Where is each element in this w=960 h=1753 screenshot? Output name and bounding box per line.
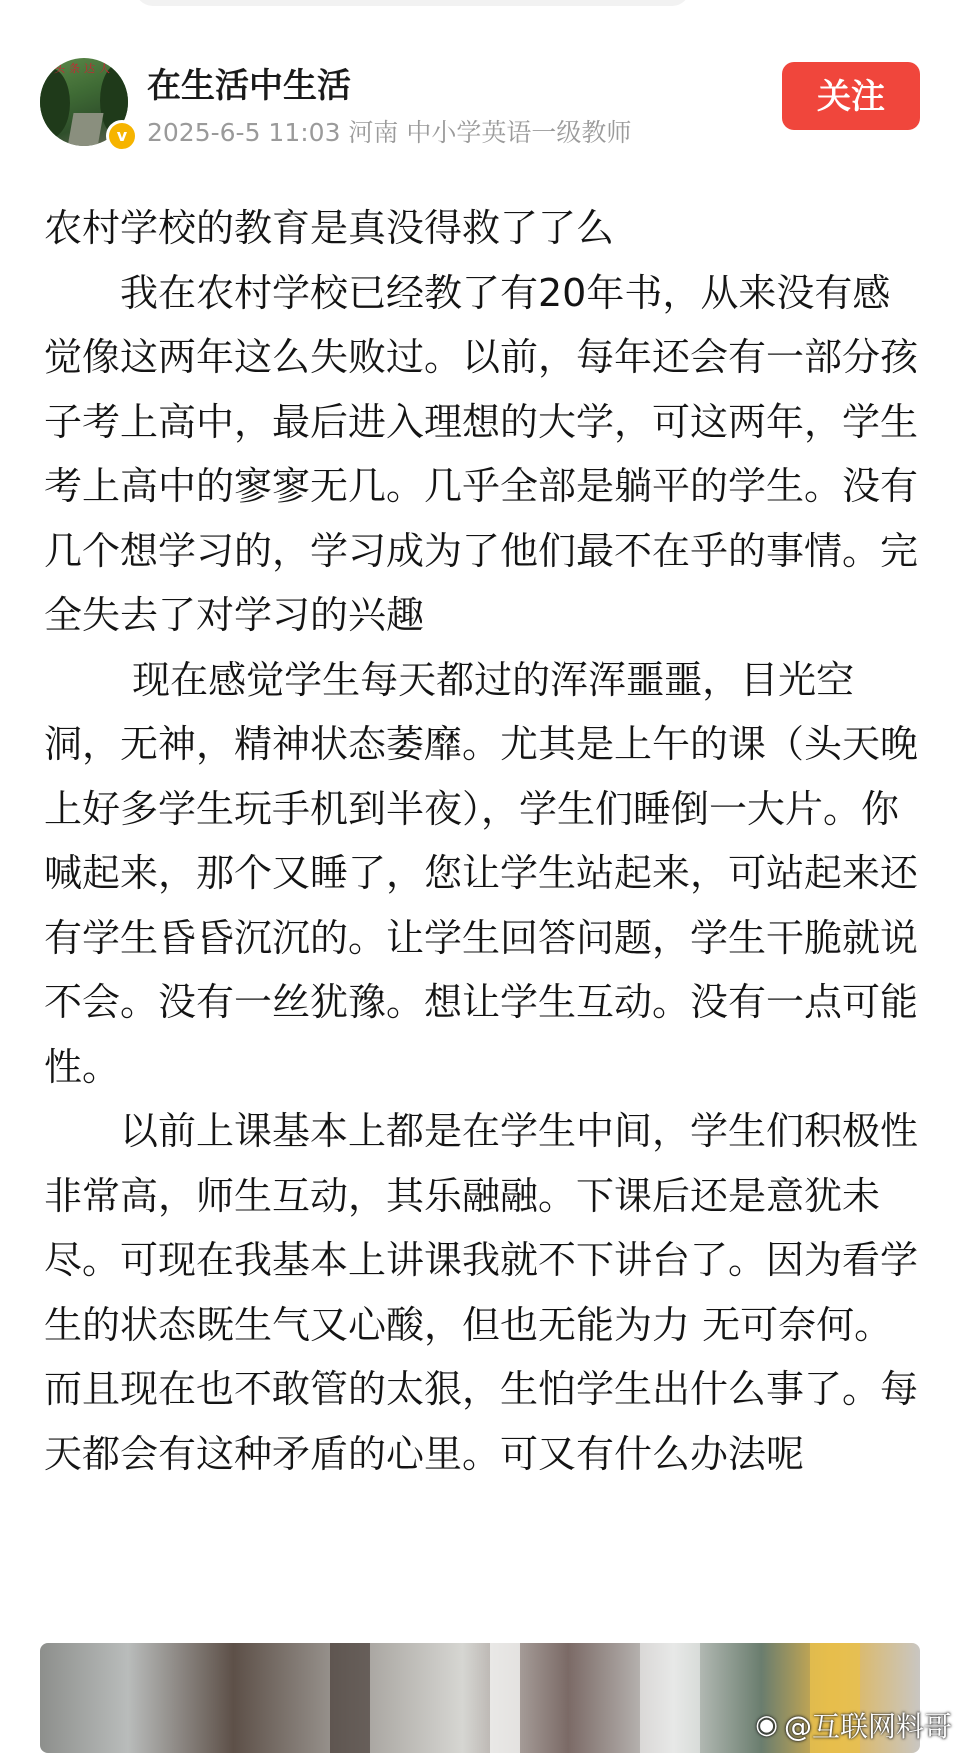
verified-badge-icon: v: [106, 120, 138, 152]
post-header: [0, 0, 960, 170]
watermark: [755, 1705, 952, 1745]
post-body: [44, 196, 924, 1486]
post-title: 农村学校的教育是真没得救了了么: [44, 206, 615, 250]
username[interactable]: 在生活中生活: [147, 66, 351, 106]
post-paragraph: 以前上课基本上都是在学生中间，学生们积极性非常高，师生互动，其乐融融。下课后还是意犹未尽。可现在我基本上讲课我就不下讲台了。因为看学生的状态既生气又心酸，但也无能为力 无可奈何。而且现在也不敢管的太狠，生怕学生出什么事了。每天都会有这种矛盾的心里。可又有什么办法呢: [44, 1109, 919, 1476]
post-meta: 2025-6-5 11:03 河南 中小学英语一级教师: [147, 118, 632, 147]
post-paragraph: 我在农村学校已经教了有20年书，从来没有感觉像这两年这么失败过。以前，每年还会有一部分孩子考上高中，最后进入理想的大学，可这两年，学生考上高中的寥寥无几。几乎全部是躺平的学生。没有几个想学习的，学习成为了他们最不在乎的事情。完全失去了对学习的兴趣: [44, 270, 919, 637]
post-paragraph: 现在感觉学生每天都过的浑浑噩噩，目光空洞，无神，精神状态萎靡。尤其是上午的课（头天晚上好多学生玩手机到半夜），学生们睡倒一大片。你喊起来，那个又睡了，您让学生站起来，可站起来还有学生昏昏沉沉的。让学生回答问题，学生干脆就说不会。没有一丝犹豫。想让学生互动。没有一点可能性。: [44, 657, 919, 1089]
weibo-icon: ◉: [755, 1710, 778, 1740]
follow-button[interactable]: 关注: [782, 62, 920, 130]
watermark-text: @互联网料哥: [783, 1710, 952, 1743]
avatar-badge-text: 头条达人: [54, 62, 114, 75]
